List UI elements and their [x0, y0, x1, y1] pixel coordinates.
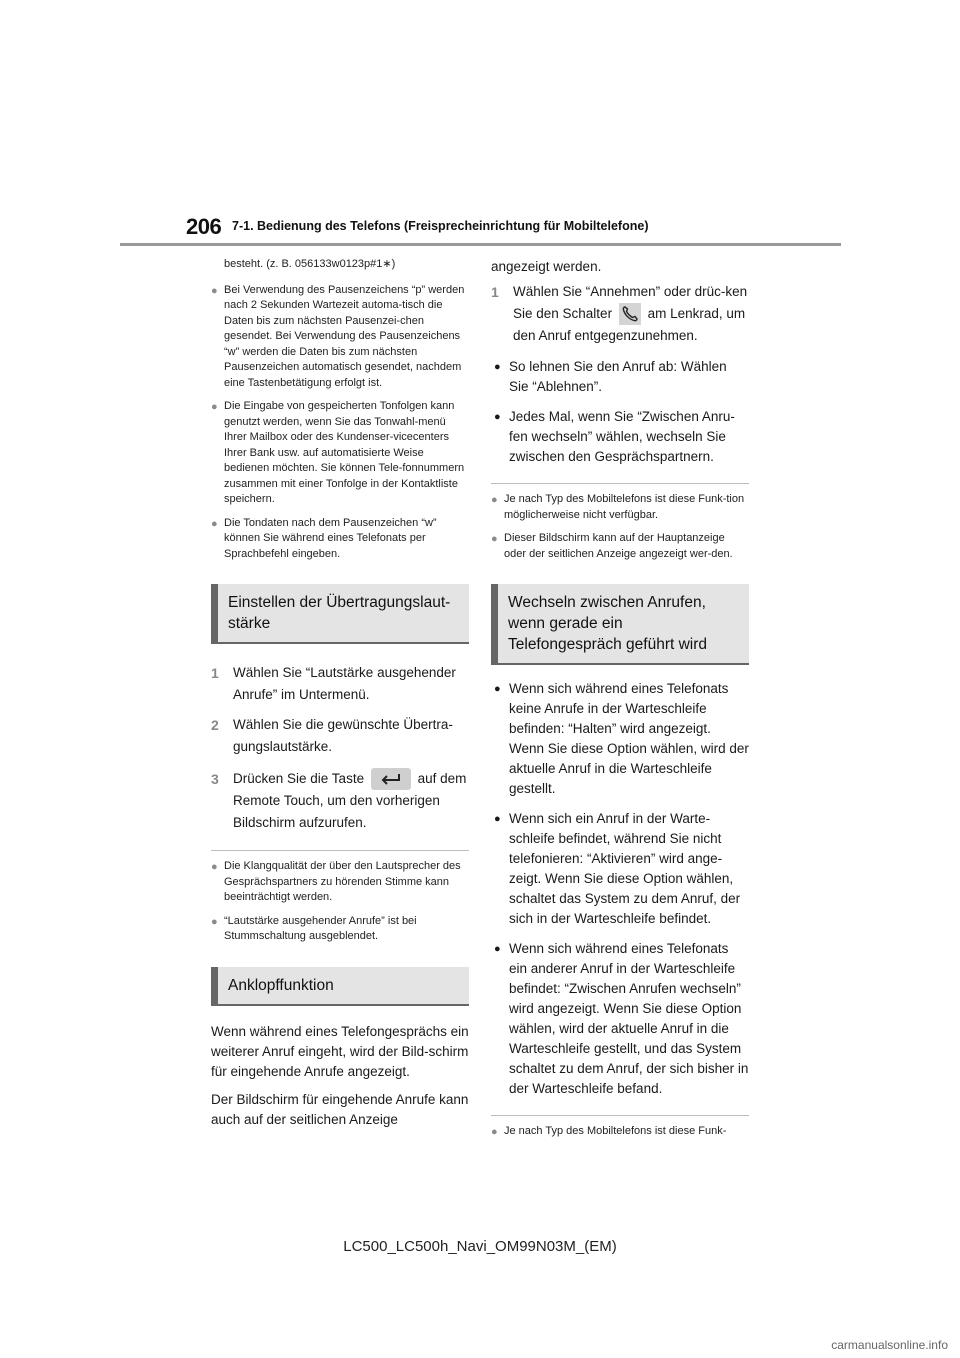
watermark: carmanualsonline.info [831, 1338, 948, 1352]
header-rule [120, 243, 841, 246]
doc-id: LC500_LC500h_Navi_OM99N03M_(EM) [343, 1238, 617, 1255]
note-item: ● Die Eingabe von gespeicherten Tonfolgen kann genutzt werden, wenn Sie das Tonwahl-menü Ihrer Mailbox oder des Kundenser-vicecenters Ihrer Bank usw. auf automatisierte Weise bedienen möchten. Sie können Tele-fonnummern zusammen mit einer Tonfolge in der Kontaktliste speichern. [211, 400, 465, 505]
note-item: ● Dieser Bildschirm kann auf der Hauptanzeige oder der seitlichen Anzeige angezeigt wer-den. [491, 532, 733, 560]
section-heading: Anklopffunktion [211, 967, 469, 1006]
bullet-dot-icon: ● [211, 861, 218, 874]
bullet-dot-icon: ● [211, 284, 218, 297]
bullet-icon: ● [494, 361, 501, 374]
bullet-dot-icon: ● [211, 401, 218, 413]
right-column [491, 257, 749, 1140]
bullet-dot-icon: ● [211, 915, 218, 928]
continued-line: angezeigt werden. [491, 259, 602, 274]
intro-line: besteht. (z. B. 056133w0123p#1∗) [224, 258, 396, 270]
note-item: ● “Lautstärke ausgehender Anrufe” ist bei Stummschaltung ausgeblendet. [211, 914, 417, 943]
step-item: 1 Wählen Sie “Lautstärke ausgehender Anrufe” im Untermenü. [211, 665, 456, 702]
divider [491, 1115, 749, 1116]
section-heading: Wechseln zwischen Anrufen, wenn gerade ein Telefongespräch geführt wird [491, 584, 749, 665]
bullet-dot-icon: ● [491, 1126, 498, 1139]
bullet-dot-icon: ● [491, 533, 498, 546]
bullet-item: ● So lehnen Sie den Anruf ab: Wählen Sie “Ablehnen”. [494, 359, 727, 395]
note-item: ● Je nach Typ des Mobiltelefons ist diese Funk- [491, 1124, 749, 1140]
step-item: 2 Wählen Sie die gewünschte Übertra-gungslautstärke. [211, 717, 453, 754]
page-number: 206 [186, 214, 222, 239]
note-item: ● Bei Verwendung des Pausenzeichens “p” werden nach 2 Sekunden Wartezeit automa-tisch die Daten bis zum nächsten Pausenzei-chen gesendet. Bei Verwendung des Pausenzeichens “w” werden die Daten bis zum nächsten Pausenzeichen automatisch gesendet, nachdem eine Tastenbetätigung erfolgt ist. [211, 283, 465, 389]
back-arrow-icon [371, 768, 411, 790]
divider [211, 850, 469, 851]
section-title: 7-1. Bedienung des Telefons (Freisprecheinrichtung für Mobiltelefone) [232, 219, 649, 233]
bullet-icon: ● [494, 411, 501, 424]
note-item: ● Die Tondaten nach dem Pausenzeichen “w” können Sie während eines Telefonats per Sprachbefehl eingeben. [211, 516, 437, 560]
section-heading: Einstellen der Übertragungslaut-stärke [211, 584, 469, 644]
paragraph: Wenn während eines Telefongesprächs ein weiterer Anruf eingeht, wird der Bild-schirm für eingehende Anrufe angezeigt. [211, 1023, 469, 1079]
bullet-icon: ● [494, 813, 501, 826]
phone-icon [619, 303, 641, 325]
step-item: 3 Drücken Sie die Taste auf dem Remote Touch, um den vorherigen Bildschirm aufzurufen. [211, 768, 469, 834]
bullet-item: ● Wenn sich während eines Telefonats ein anderer Anruf in der Warteschleife befindet: “Zwischen Anrufen wechseln” wird angezeigt. Wenn Sie diese Option wählen, wird der aktuelle Anruf in die Warteschleife gestellt, und das System schaltet zu dem Anruf, der sich bisher in der Warteschleife befand. [494, 941, 749, 1097]
note-item: ● Die Klangqualität der über den Lautsprecher des Gesprächspartners zu hörenden Stimme kann beeinträchtigt werden. [211, 860, 461, 904]
bullet-item: ● Wenn sich während eines Telefonats keine Anrufe in der Warteschleife befinden: “Halten” wird angezeigt. Wenn Sie diese Option wählen, wird der aktuelle Anruf in die Warteschleife gestellt. [494, 681, 749, 797]
paragraph: Der Bildschirm für eingehende Anrufe kann auch auf der seitlichen Anzeige [211, 1091, 469, 1127]
divider [491, 483, 749, 484]
bullet-icon: ● [494, 943, 501, 956]
bullet-dot-icon: ● [211, 517, 218, 530]
note-item: ● Je nach Typ des Mobiltelefons ist diese Funk-tion möglicherweise nicht verfügbar. [491, 493, 745, 521]
bullet-item: ● Jedes Mal, wenn Sie “Zwischen Anru-fen wechseln” wählen, wechseln Sie zwischen den Gesprächspartnern. [494, 409, 735, 465]
step-item: 1 Wählen Sie “Annehmen” oder drüc-ken Sie den Schalter am Lenkrad, um den Anruf entgegenzunehmen. [491, 284, 748, 344]
left-column [211, 257, 469, 1130]
bullet-item: ● Wenn sich ein Anruf in der Warte-schleife befindet, während Sie nicht telefonieren: “Aktivieren” wird ange-zeigt. Wenn Sie diese Option wählen, schaltet das System zu dem Anruf, der sich in der Warteschleife befindet. [494, 811, 741, 927]
bullet-icon: ● [494, 683, 501, 696]
bullet-dot-icon: ● [491, 494, 498, 507]
